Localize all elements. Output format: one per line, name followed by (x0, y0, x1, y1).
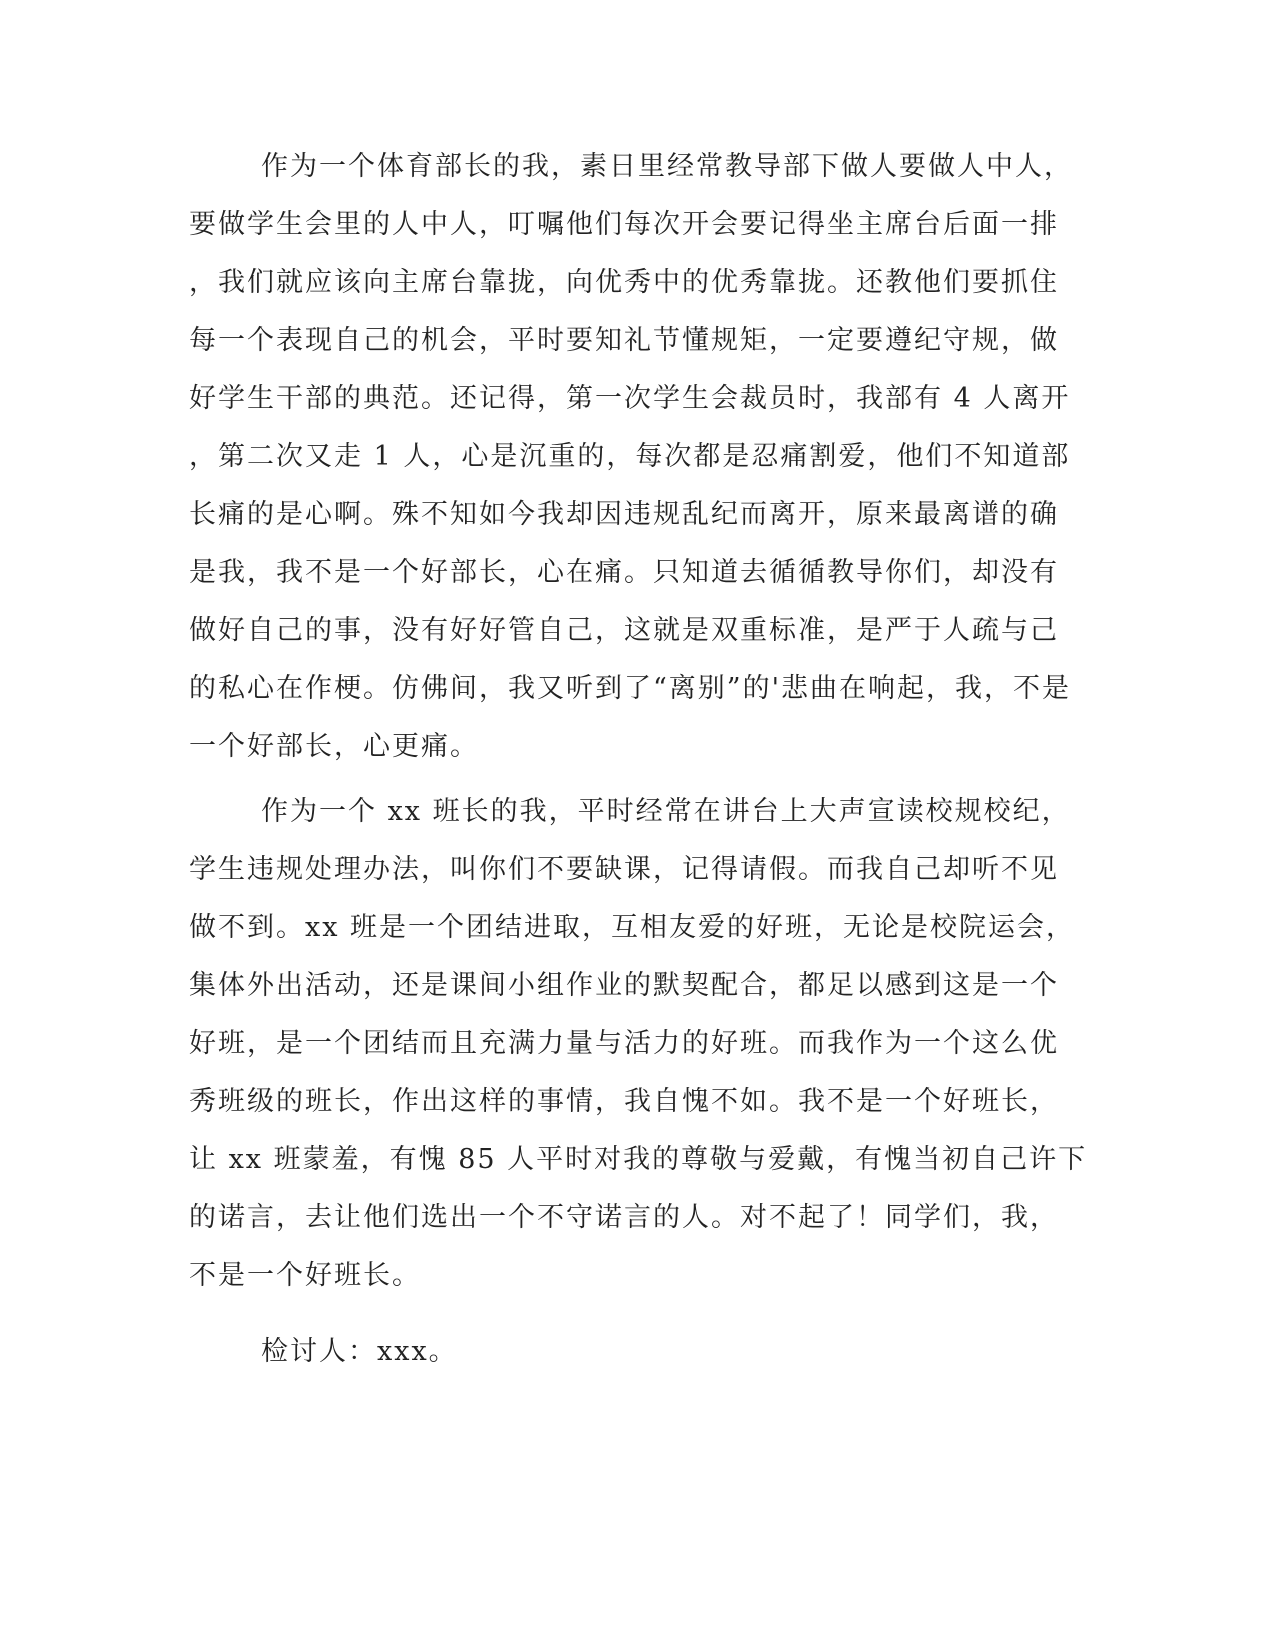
paragraph-2-line: 好班，是一个团结而且充满力量与活力的好班。而我作为一个这么优 (189, 1028, 1059, 1059)
paragraph-2-line: 作为一个 xx 班长的我，平时经常在讲台上大声宣读校规校纪， (261, 796, 1071, 827)
paragraph-1-line: 一个好部长，心更痛。 (189, 731, 479, 762)
paragraph-1-line: 要做学生会里的人中人，叮嘱他们每次开会要记得坐主席台后面一排 (189, 209, 1059, 240)
paragraph-1-line: ，我们就应该向主席台靠拢，向优秀中的优秀靠拢。还教他们要抓住 (189, 267, 1059, 298)
paragraph-1-line: 好学生干部的典范。还记得，第一次学生会裁员时，我部有 4 人离开 (189, 383, 1071, 414)
paragraph-2-line: 不是一个好班长。 (189, 1260, 421, 1291)
paragraph-1-line: 作为一个体育部长的我，素日里经常教导部下做人要做人中人， (261, 151, 1073, 182)
paragraph-1-line: 每一个表现自己的机会，平时要知礼节懂规矩，一定要遵纪守规，做 (189, 325, 1059, 356)
paragraph-1-line: ，第二次又走 1 人，心是沉重的，每次都是忍痛割爱，他们不知道部 (189, 441, 1071, 472)
paragraph-2-line: 学生违规处理办法，叫你们不要缺课，记得请假。而我自己却听不见 (189, 854, 1059, 885)
paragraph-1-line: 是我，我不是一个好部长，心在痛。只知道去循循教导你们，却没有 (189, 557, 1059, 588)
paragraph-2-line: 让 xx 班蒙羞，有愧 85 人平时对我的尊敬与爱戴，有愧当初自己许下 (189, 1144, 1088, 1175)
paragraph-2-line: 做不到。xx 班是一个团结进取，互相友爱的好班，无论是校院运会， (189, 912, 1076, 943)
paragraph-2-line: 的诺言，去让他们选出一个不守诺言的人。对不起了！同学们，我， (189, 1202, 1059, 1233)
paragraph-2-line: 秀班级的班长，作出这样的事情，我自愧不如。我不是一个好班长， (189, 1086, 1059, 1117)
paragraph-1-line: 的私心在作梗。仿佛间，我又听到了“离别”的'悲曲在响起，我，不是 (189, 673, 1072, 704)
paragraph-1-line: 长痛的是心啊。殊不知如今我却因违规乱纪而离开，原来最离谱的确 (189, 499, 1059, 530)
paragraph-2-line: 集体外出活动，还是课间小组作业的默契配合，都足以感到这是一个 (189, 970, 1059, 1001)
signature-line: 检讨人：xxx。 (261, 1336, 458, 1367)
paragraph-1-line: 做好自己的事，没有好好管自己，这就是双重标准，是严于人疏与己 (189, 615, 1059, 646)
